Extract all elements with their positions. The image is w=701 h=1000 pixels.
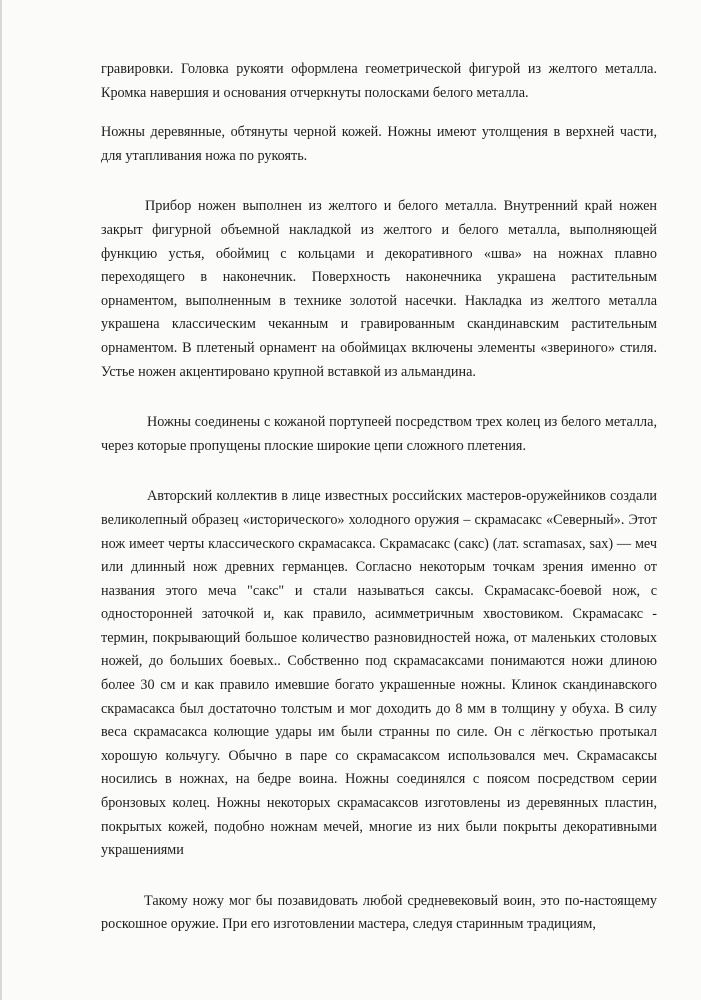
paragraph-engraving: гравировки. Головка рукояти оформлена геометрической фигурой из желтого металла. Кромка навершия и основания отчеркнуты полосками белого металла. — [101, 61, 657, 101]
paragraph-belt: Ножны соединены с кожаной портупеей посредством трех колец из белого металла, через которые пропущены плоские широкие цепи сложного плетения. — [101, 414, 657, 454]
paragraph-scramasax-history: Авторский коллектив в лице известных российских мастеров-оружейников создали великолепный образец «исторического» холодного оружия – скрамасакс «Северный». Этот нож имеет черты классического скрамасакса. Скрамасакс (сакс) (лат. scramasax, sax) — меч или длинный нож древних германцев. Согласно некоторым точкам зрения именно от названия этого меча "сакс" и стали называться саксы. Скрамасакс-боевой нож, с односторонней заточкой и, как правило, асимметричным хвостовиком. Скрамасакс - термин, покрывающий большое количество разновидностей ножа, от маленьких столовых ножей, до больших боевых.. Собственно под скрамасаксами понимаются ножи длиною более 30 см и как правило имевшие богато украшенные ножны. Клинок скандинавского скрамасакса был достаточно толстым и мог доходить до 8 мм в толщину у обуха. В силу веса скрамасакса колющие удары им были странны по силе. Он с лёгкостью протыкал хорошую кольчугу. Обычно в паре со скрамасаксом использовался меч. Скрамасаксы носились в ножнах, на бедре воина. Ножны соединялся с поясом посредством серии бронзовых колец. Ножны некоторых скрамасаксов изготовлены из деревянных пластин, покрытых кожей, подобно ножнам мечей, многие из них были покрыты декоративными украшениями — [101, 488, 657, 859]
paragraph-luxury-weapon: Такому ножу мог бы позавидовать любой средневековый воин, это по-настоящему роскошное оружие. При его изготовлении мастера, следуя старинным традициям, — [101, 892, 657, 933]
document-body — [101, 58, 657, 937]
scan-edge — [0, 0, 2, 1000]
paragraph-scabbard-fittings: Прибор ножен выполнен из желтого и белого металла. Внутренний край ножен закрыт фигурной объемной накладкой из желтого и белого металла, выполняющей функцию устья, обоймиц с кольцами и декоративного «шва» на ножнах плавно переходящего в наконечник. Поверхность наконечника украшена растительным орнаментом, выполненным в технике золотой насечки. Накладка из желтого металла украшена классическим чеканным и гравированным скандинавским растительным орнаментом. В плетеный орнамент на обоймицах включены элементы «звериного» стиля. Устье ножен акцентировано крупной вставкой из альмандина. — [101, 198, 657, 380]
paragraph-scabbard: Ножны деревянные, обтянуты черной кожей. Ножны имеют утолщения в верхней части, для утапливания ножа по рукоять. — [101, 124, 657, 164]
